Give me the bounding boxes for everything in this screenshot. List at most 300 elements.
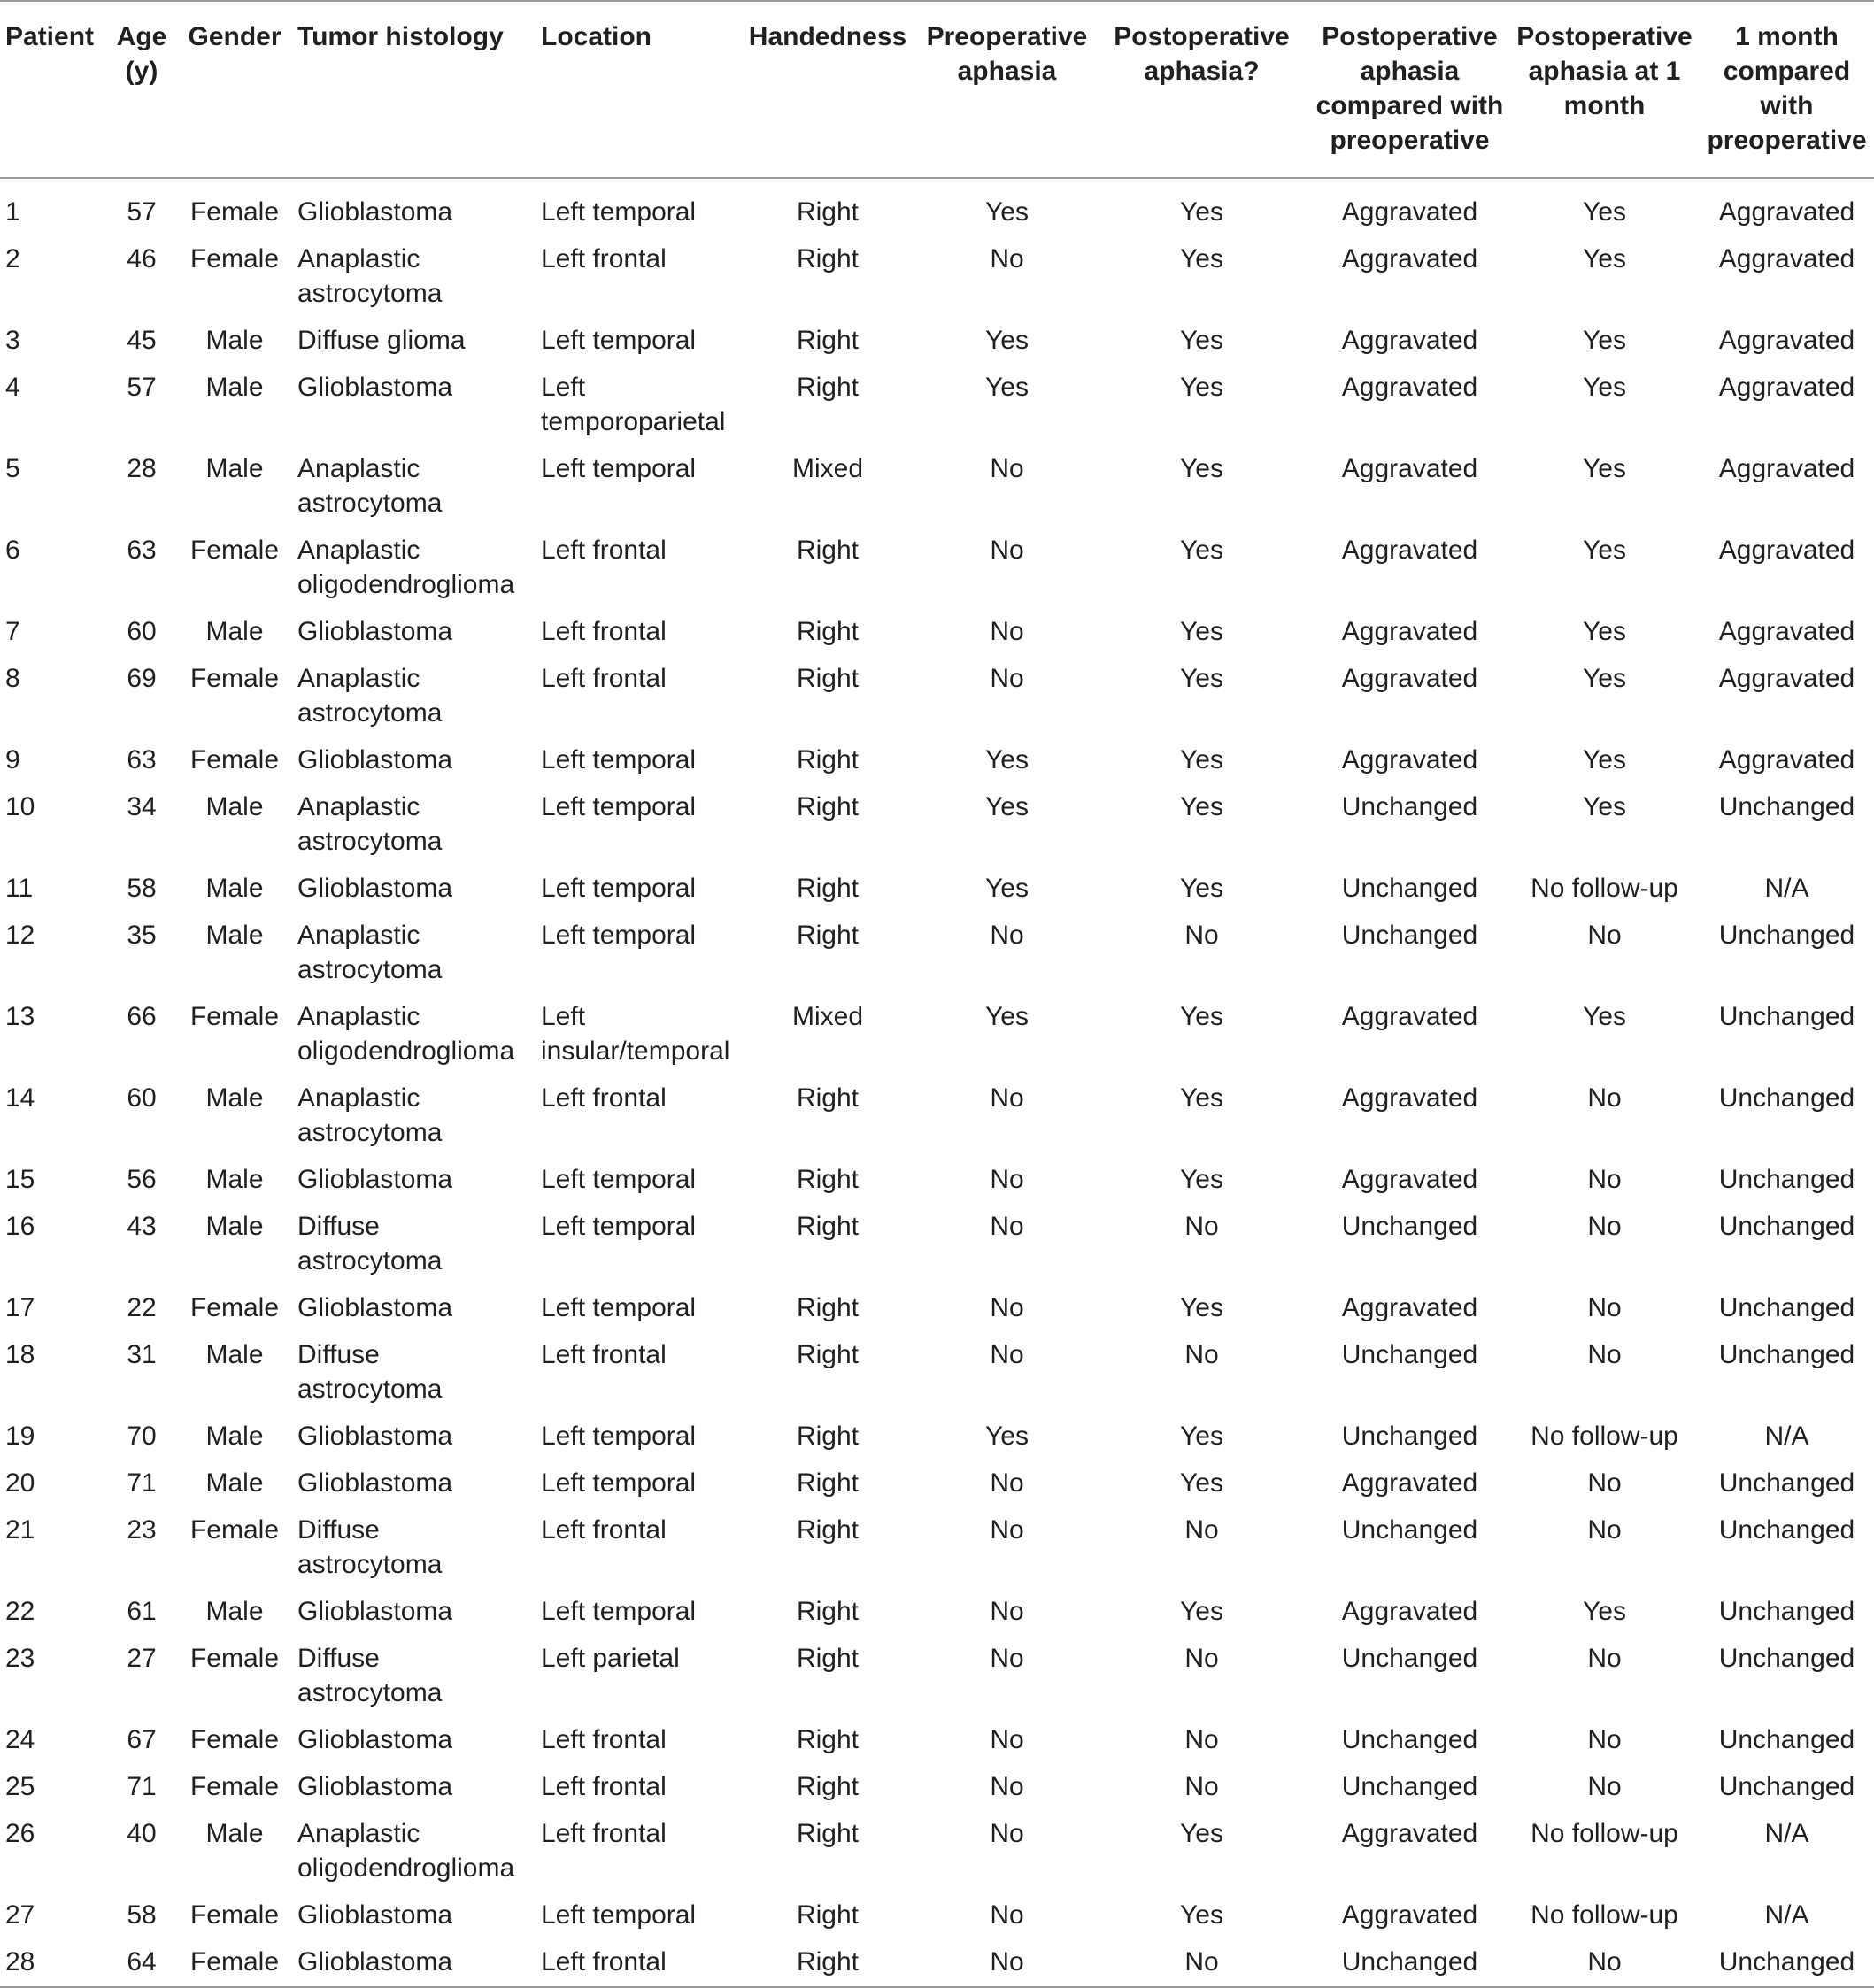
- cell-tumor-histology: Anaplastic astrocytoma: [297, 792, 443, 856]
- table-row: [0, 1332, 1874, 1414]
- table-row: [0, 1717, 1874, 1764]
- cell-location: Left frontal: [541, 664, 667, 693]
- cell-postoperative-aphasia: Yes: [1180, 1900, 1223, 1930]
- cell-postop-compared: Aggravated: [1341, 197, 1478, 227]
- table-row: [0, 1507, 1874, 1589]
- cell-1-month-compared: Unchanged: [1718, 1644, 1855, 1673]
- header-1-month-compared: 1 month compared with preoperative: [1707, 22, 1867, 155]
- cell-preoperative-aphasia: No: [990, 1340, 1024, 1369]
- cell-age: 27: [127, 1644, 157, 1673]
- cell-handedness: Right: [796, 1597, 860, 1626]
- cell-location: Left temporal: [541, 1165, 697, 1194]
- table-row: [0, 178, 1874, 236]
- cell-postoperative-aphasia: No: [1184, 1340, 1219, 1369]
- cell-handedness: Right: [796, 244, 860, 274]
- cell-patient: 3: [5, 326, 20, 355]
- cell-postop-1-month: Yes: [1583, 326, 1626, 355]
- cell-gender: Male: [205, 1165, 264, 1194]
- cell-gender: Female: [177, 1939, 292, 1987]
- cell-gender: Male: [205, 792, 264, 821]
- cell-age: 45: [127, 326, 157, 355]
- cell-postoperative-aphasia: No: [1184, 1644, 1219, 1673]
- cell-patient: 28: [0, 1939, 106, 1987]
- cell-age: 63: [127, 536, 157, 565]
- cell-location: Left temporal: [541, 197, 697, 227]
- table-row: [0, 1589, 1874, 1636]
- cell-patient: 10: [5, 792, 35, 821]
- cell-age: 70: [127, 1422, 157, 1451]
- cell-postop-compared: Aggravated: [1341, 664, 1478, 693]
- cell-postop-1-month: No: [1509, 1939, 1700, 1987]
- cell-postoperative-aphasia: Yes: [1180, 373, 1223, 402]
- cell-postoperative-aphasia: Yes: [1180, 244, 1223, 274]
- cell-location: Left frontal: [541, 1083, 667, 1113]
- header-postop-compared: Postoperative aphasia compared with preoperative: [1315, 22, 1504, 155]
- cell-gender: Female: [189, 1900, 280, 1930]
- cell-1-month-compared: Aggravated: [1718, 373, 1855, 402]
- cell-postoperative-aphasia: No: [1184, 1212, 1219, 1241]
- cell-handedness: Right: [796, 1468, 860, 1498]
- cell-1-month-compared: Unchanged: [1718, 1340, 1855, 1369]
- cell-age: 31: [127, 1340, 157, 1369]
- cell-1-month-compared: Unchanged: [1718, 1293, 1855, 1322]
- cell-postop-1-month: No: [1587, 1340, 1622, 1369]
- cell-postoperative-aphasia: Yes: [1180, 454, 1223, 483]
- cell-tumor-histology: Diffuse astrocytoma: [297, 1644, 443, 1707]
- cell-gender: Male: [205, 1212, 264, 1241]
- cell-handedness: Right: [796, 1212, 860, 1241]
- cell-preoperative-aphasia: No: [990, 1212, 1024, 1241]
- table-row: [0, 365, 1874, 446]
- cell-preoperative-aphasia: No: [990, 1468, 1024, 1498]
- cell-postop-1-month: Yes: [1583, 536, 1626, 565]
- cell-postop-compared: Unchanged: [1341, 792, 1478, 821]
- cell-1-month-compared: Unchanged: [1718, 792, 1855, 821]
- cell-handedness: Mixed: [791, 1002, 864, 1031]
- cell-patient: 24: [5, 1725, 35, 1754]
- table-row: [0, 1285, 1874, 1332]
- cell-postop-compared: Unchanged: [1341, 1212, 1478, 1241]
- cell-postoperative-aphasia: Yes: [1180, 326, 1223, 355]
- cell-postop-1-month: No follow-up: [1531, 1422, 1678, 1451]
- cell-gender: Female: [189, 1644, 280, 1673]
- cell-postop-compared: Aggravated: [1341, 1002, 1478, 1031]
- cell-location: Left temporal: [541, 1468, 697, 1498]
- header-handedness: Handedness: [748, 22, 907, 51]
- cell-tumor-histology: Anaplastic astrocytoma: [297, 664, 443, 728]
- cell-preoperative-aphasia: No: [990, 1515, 1024, 1545]
- cell-age: 57: [127, 197, 157, 227]
- cell-postop-1-month: No: [1587, 1725, 1622, 1754]
- cell-postoperative-aphasia: Yes: [1180, 536, 1223, 565]
- cell-postop-compared: Aggravated: [1341, 244, 1478, 274]
- cell-postoperative-aphasia: Yes: [1180, 664, 1223, 693]
- cell-age: 64: [106, 1939, 177, 1987]
- cell-age: 61: [127, 1597, 157, 1626]
- cell-location: Left frontal: [541, 1819, 667, 1848]
- cell-age: 23: [127, 1515, 157, 1545]
- cell-location: Left insular/temporal: [541, 1002, 730, 1066]
- cell-gender: Male: [205, 1597, 264, 1626]
- cell-1-month-compared: N/A: [1764, 874, 1809, 903]
- cell-postop-1-month: Yes: [1583, 454, 1626, 483]
- cell-gender: Female: [189, 197, 280, 227]
- cell-handedness: Right: [796, 1422, 860, 1451]
- cell-handedness: Right: [735, 1939, 921, 1987]
- cell-gender: Female: [189, 1772, 280, 1801]
- cell-postop-1-month: Yes: [1583, 617, 1626, 646]
- cell-preoperative-aphasia: No: [990, 617, 1024, 646]
- cell-patient: 15: [5, 1165, 35, 1194]
- cell-patient: 9: [5, 745, 20, 774]
- cell-preoperative-aphasia: No: [990, 664, 1024, 693]
- cell-preoperative-aphasia: No: [990, 536, 1024, 565]
- cell-1-month-compared: Unchanged: [1718, 1515, 1855, 1545]
- cell-gender: Female: [189, 664, 280, 693]
- cell-gender: Female: [189, 745, 280, 774]
- cell-postop-compared: Aggravated: [1341, 326, 1478, 355]
- cell-postop-compared: Aggravated: [1341, 1597, 1478, 1626]
- cell-age: 66: [127, 1002, 157, 1031]
- cell-postop-compared: Unchanged: [1341, 1515, 1478, 1545]
- cell-postop-compared: Aggravated: [1341, 617, 1478, 646]
- cell-1-month-compared: Unchanged: [1718, 1468, 1855, 1498]
- cell-1-month-compared: Unchanged: [1718, 1212, 1855, 1241]
- cell-tumor-histology: Anaplastic oligodendroglioma: [297, 1819, 515, 1883]
- cell-postoperative-aphasia: Yes: [1180, 874, 1223, 903]
- cell-postop-compared: Aggravated: [1341, 1293, 1478, 1322]
- cell-handedness: Right: [796, 792, 860, 821]
- header-postop-1-month: Postoperative aphasia at 1 month: [1516, 22, 1693, 120]
- cell-tumor-histology: Glioblastoma: [297, 1422, 453, 1451]
- cell-postop-1-month: Yes: [1583, 1002, 1626, 1031]
- cell-handedness: Right: [796, 921, 860, 950]
- cell-location: Left frontal: [541, 1725, 667, 1754]
- cell-postop-compared: Unchanged: [1341, 921, 1478, 950]
- header-patient: Patient: [5, 22, 95, 51]
- cell-tumor-histology: Glioblastoma: [297, 197, 453, 227]
- cell-gender: Male: [205, 1083, 264, 1113]
- cell-postoperative-aphasia: Yes: [1180, 1293, 1223, 1322]
- cell-handedness: Right: [796, 1165, 860, 1194]
- cell-location: Left frontal: [541, 244, 667, 274]
- cell-patient: 26: [5, 1819, 35, 1848]
- cell-1-month-compared: N/A: [1764, 1422, 1809, 1451]
- cell-handedness: Right: [796, 1293, 860, 1322]
- cell-age: 35: [127, 921, 157, 950]
- cell-1-month-compared: Aggravated: [1718, 617, 1855, 646]
- header-location: Location: [541, 22, 652, 51]
- cell-gender: Female: [189, 536, 280, 565]
- cell-postop-1-month: No: [1587, 1293, 1622, 1322]
- cell-location: Left frontal: [541, 1515, 667, 1545]
- cell-handedness: Right: [796, 536, 860, 565]
- table-row: [0, 1157, 1874, 1204]
- cell-preoperative-aphasia: No: [990, 1165, 1024, 1194]
- cell-gender: Female: [189, 1725, 280, 1754]
- cell-location: Left temporal: [541, 874, 697, 903]
- table-row: [0, 866, 1874, 913]
- cell-patient: 11: [5, 874, 34, 903]
- table-row: [0, 1460, 1874, 1507]
- cell-postop-1-month: No: [1587, 1644, 1622, 1673]
- cell-handedness: Right: [796, 1340, 860, 1369]
- cell-handedness: Right: [796, 373, 860, 402]
- cell-1-month-compared: Unchanged: [1718, 1772, 1855, 1801]
- cell-postop-compared: Aggravated: [1341, 1165, 1478, 1194]
- cell-location: Left temporal: [541, 1293, 697, 1322]
- table-row: [0, 1892, 1874, 1939]
- cell-postop-1-month: No follow-up: [1531, 874, 1678, 903]
- cell-preoperative-aphasia: No: [990, 454, 1024, 483]
- table-row: [0, 1204, 1874, 1285]
- cell-postop-compared: Unchanged: [1341, 874, 1478, 903]
- cell-1-month-compared: N/A: [1764, 1900, 1809, 1930]
- cell-preoperative-aphasia: No: [990, 921, 1024, 950]
- cell-patient: 18: [5, 1340, 35, 1369]
- cell-postoperative-aphasia: No: [1093, 1939, 1310, 1987]
- cell-gender: Male: [205, 874, 264, 903]
- cell-tumor-histology: Anaplastic oligodendroglioma: [297, 536, 515, 599]
- cell-age: 22: [127, 1293, 157, 1322]
- table-row: [0, 609, 1874, 656]
- cell-patient: 12: [5, 921, 35, 950]
- table-row: [0, 528, 1874, 609]
- cell-tumor-histology: Glioblastoma: [297, 1725, 453, 1754]
- cell-preoperative-aphasia: Yes: [985, 373, 1029, 402]
- header-postoperative-aphasia: Postoperative aphasia?: [1114, 22, 1290, 86]
- cell-preoperative-aphasia: No: [990, 1597, 1024, 1626]
- cell-age: 57: [127, 373, 157, 402]
- cell-postop-compared: Aggravated: [1341, 1468, 1478, 1498]
- cell-patient: 4: [5, 373, 20, 402]
- cell-1-month-compared: Unchanged: [1718, 1083, 1855, 1113]
- cell-age: 40: [127, 1819, 157, 1848]
- cell-preoperative-aphasia: Yes: [985, 874, 1029, 903]
- cell-postop-1-month: No: [1587, 1772, 1622, 1801]
- cell-age: 34: [127, 792, 157, 821]
- cell-location: Left temporoparietal: [541, 373, 726, 436]
- cell-preoperative-aphasia: No: [990, 1772, 1024, 1801]
- cell-postoperative-aphasia: No: [1184, 1772, 1219, 1801]
- cell-age: 71: [127, 1772, 157, 1801]
- cell-postop-compared: Aggravated: [1341, 536, 1478, 565]
- cell-preoperative-aphasia: Yes: [985, 745, 1029, 774]
- cell-location: Left temporal: [541, 745, 697, 774]
- header-tumor-histology: Tumor histology: [297, 22, 504, 51]
- cell-handedness: Right: [796, 197, 860, 227]
- table-row: [0, 1636, 1874, 1717]
- header-row: [0, 1, 1874, 178]
- cell-postoperative-aphasia: No: [1184, 1515, 1219, 1545]
- cell-postop-1-month: No follow-up: [1531, 1819, 1678, 1848]
- cell-patient: 19: [5, 1422, 35, 1451]
- cell-patient: 22: [5, 1597, 35, 1626]
- cell-tumor-histology: Diffuse glioma: [297, 326, 466, 355]
- cell-postop-compared: Aggravated: [1341, 373, 1478, 402]
- table-row: [0, 446, 1874, 528]
- cell-patient: 20: [5, 1468, 35, 1498]
- cell-patient: 8: [5, 664, 20, 693]
- cell-location: Left temporal: [541, 1900, 697, 1930]
- table-row: [0, 1414, 1874, 1460]
- cell-1-month-compared: Unchanged: [1718, 1165, 1855, 1194]
- cell-postoperative-aphasia: Yes: [1180, 197, 1223, 227]
- cell-tumor-histology: Anaplastic astrocytoma: [297, 1083, 443, 1147]
- cell-handedness: Right: [796, 1644, 860, 1673]
- cell-patient: 6: [5, 536, 20, 565]
- cell-location: Left temporal: [541, 1422, 697, 1451]
- cell-1-month-compared: Unchanged: [1718, 1725, 1855, 1754]
- table-row: [0, 784, 1874, 866]
- cell-age: 60: [127, 617, 157, 646]
- cell-postop-1-month: Yes: [1583, 792, 1626, 821]
- table-body: [0, 178, 1874, 1987]
- cell-age: 58: [127, 874, 157, 903]
- cell-location: Left frontal: [541, 536, 667, 565]
- cell-postoperative-aphasia: Yes: [1180, 1083, 1223, 1113]
- cell-postoperative-aphasia: Yes: [1180, 745, 1223, 774]
- cell-patient: 17: [5, 1293, 35, 1322]
- cell-handedness: Right: [796, 1772, 860, 1801]
- cell-postoperative-aphasia: Yes: [1180, 1002, 1223, 1031]
- cell-location: Left frontal: [541, 1340, 667, 1369]
- cell-postoperative-aphasia: Yes: [1180, 1422, 1223, 1451]
- cell-age: 67: [127, 1725, 157, 1754]
- cell-postoperative-aphasia: No: [1184, 921, 1219, 950]
- cell-postop-1-month: No: [1587, 921, 1622, 950]
- cell-gender: Female: [189, 244, 280, 274]
- cell-location: Left parietal: [541, 1644, 680, 1673]
- cell-postoperative-aphasia: Yes: [1180, 617, 1223, 646]
- cell-gender: Male: [205, 617, 264, 646]
- cell-patient: 21: [5, 1515, 35, 1545]
- cell-postoperative-aphasia: Yes: [1180, 792, 1223, 821]
- cell-age: 63: [127, 745, 157, 774]
- table-row: [0, 1764, 1874, 1811]
- cell-tumor-histology: Glioblastoma: [297, 1772, 453, 1801]
- cell-patient: 2: [5, 244, 20, 274]
- cell-postop-1-month: No: [1587, 1083, 1622, 1113]
- cell-handedness: Right: [796, 617, 860, 646]
- table-row: [0, 1939, 1874, 1987]
- cell-1-month-compared: N/A: [1764, 1819, 1809, 1848]
- cell-location: Left temporal: [541, 1597, 697, 1626]
- cell-tumor-histology: Glioblastoma: [297, 874, 453, 903]
- cell-postop-1-month: No follow-up: [1531, 1900, 1678, 1930]
- cell-gender: Male: [205, 1340, 264, 1369]
- cell-postoperative-aphasia: Yes: [1180, 1468, 1223, 1498]
- cell-1-month-compared: Aggravated: [1718, 664, 1855, 693]
- cell-tumor-histology: Glioblastoma: [292, 1939, 536, 1987]
- cell-gender: Male: [205, 373, 264, 402]
- cell-age: 28: [127, 454, 157, 483]
- cell-location: Left temporal: [541, 454, 697, 483]
- cell-postoperative-aphasia: Yes: [1180, 1597, 1223, 1626]
- cell-tumor-histology: Anaplastic oligodendroglioma: [297, 1002, 515, 1066]
- cell-postop-compared: Aggravated: [1341, 1900, 1478, 1930]
- cell-location: Left frontal: [536, 1939, 735, 1987]
- cell-patient: 16: [5, 1212, 35, 1241]
- cell-gender: Male: [205, 326, 264, 355]
- cell-preoperative-aphasia: Yes: [985, 1422, 1029, 1451]
- cell-patient: 25: [5, 1772, 35, 1801]
- cell-postoperative-aphasia: No: [1184, 1725, 1219, 1754]
- cell-handedness: Right: [796, 745, 860, 774]
- cell-postop-1-month: Yes: [1583, 197, 1626, 227]
- cell-gender: Male: [205, 454, 264, 483]
- cell-preoperative-aphasia: Yes: [985, 1002, 1029, 1031]
- cell-patient: 27: [5, 1900, 35, 1930]
- cell-1-month-compared: Aggravated: [1718, 244, 1855, 274]
- cell-patient: 7: [5, 617, 20, 646]
- cell-1-month-compared: Aggravated: [1718, 536, 1855, 565]
- cell-postop-1-month: No: [1587, 1515, 1622, 1545]
- cell-age: 71: [127, 1468, 157, 1498]
- cell-tumor-histology: Diffuse astrocytoma: [297, 1340, 443, 1404]
- cell-location: Left frontal: [541, 617, 667, 646]
- cell-postop-1-month: No: [1587, 1212, 1622, 1241]
- cell-1-month-compared: Aggravated: [1718, 197, 1855, 227]
- cell-postop-compared: Aggravated: [1341, 1083, 1478, 1113]
- table-row: [0, 318, 1874, 365]
- cell-postop-1-month: Yes: [1583, 244, 1626, 274]
- cell-postop-1-month: No: [1587, 1468, 1622, 1498]
- cell-tumor-histology: Anaplastic astrocytoma: [297, 921, 443, 984]
- cell-handedness: Right: [796, 326, 860, 355]
- cell-gender: Male: [205, 1422, 264, 1451]
- cell-gender: Female: [189, 1293, 280, 1322]
- cell-preoperative-aphasia: Yes: [985, 197, 1029, 227]
- cell-postop-1-month: Yes: [1583, 664, 1626, 693]
- cell-age: 46: [127, 244, 157, 274]
- cell-handedness: Right: [796, 1819, 860, 1848]
- cell-tumor-histology: Diffuse astrocytoma: [297, 1212, 443, 1275]
- cell-age: 60: [127, 1083, 157, 1113]
- cell-location: Left temporal: [541, 1212, 697, 1241]
- table-row: [0, 737, 1874, 784]
- cell-tumor-histology: Anaplastic astrocytoma: [297, 454, 443, 518]
- cell-patient: 13: [5, 1002, 35, 1031]
- table-row: [0, 1075, 1874, 1157]
- cell-postop-compared: Aggravated: [1341, 745, 1478, 774]
- cell-preoperative-aphasia: No: [990, 244, 1024, 274]
- cell-postop-compared: Unchanged: [1341, 1422, 1478, 1451]
- cell-preoperative-aphasia: No: [990, 1725, 1024, 1754]
- cell-postoperative-aphasia: Yes: [1180, 1819, 1223, 1848]
- cell-tumor-histology: Glioblastoma: [297, 617, 453, 646]
- table-row: [0, 913, 1874, 994]
- cell-age: 69: [127, 664, 157, 693]
- cell-gender: Female: [189, 1515, 280, 1545]
- cell-postop-compared: Aggravated: [1341, 1819, 1478, 1848]
- cell-handedness: Mixed: [791, 454, 864, 483]
- cell-patient: 1: [5, 197, 20, 227]
- cell-postop-compared: Unchanged: [1341, 1340, 1478, 1369]
- table-row: [0, 656, 1874, 737]
- cell-tumor-histology: Glioblastoma: [297, 745, 453, 774]
- cell-gender: Female: [189, 1002, 280, 1031]
- header-preoperative-aphasia: Preoperative aphasia: [926, 22, 1088, 86]
- cell-location: Left frontal: [541, 1772, 667, 1801]
- cell-gender: Male: [205, 1819, 264, 1848]
- cell-preoperative-aphasia: No: [990, 1819, 1024, 1848]
- cell-patient: 23: [5, 1644, 35, 1673]
- cell-handedness: Right: [796, 1725, 860, 1754]
- cell-preoperative-aphasia: No: [990, 1644, 1024, 1673]
- cell-1-month-compared: Aggravated: [1718, 454, 1855, 483]
- cell-age: 43: [127, 1212, 157, 1241]
